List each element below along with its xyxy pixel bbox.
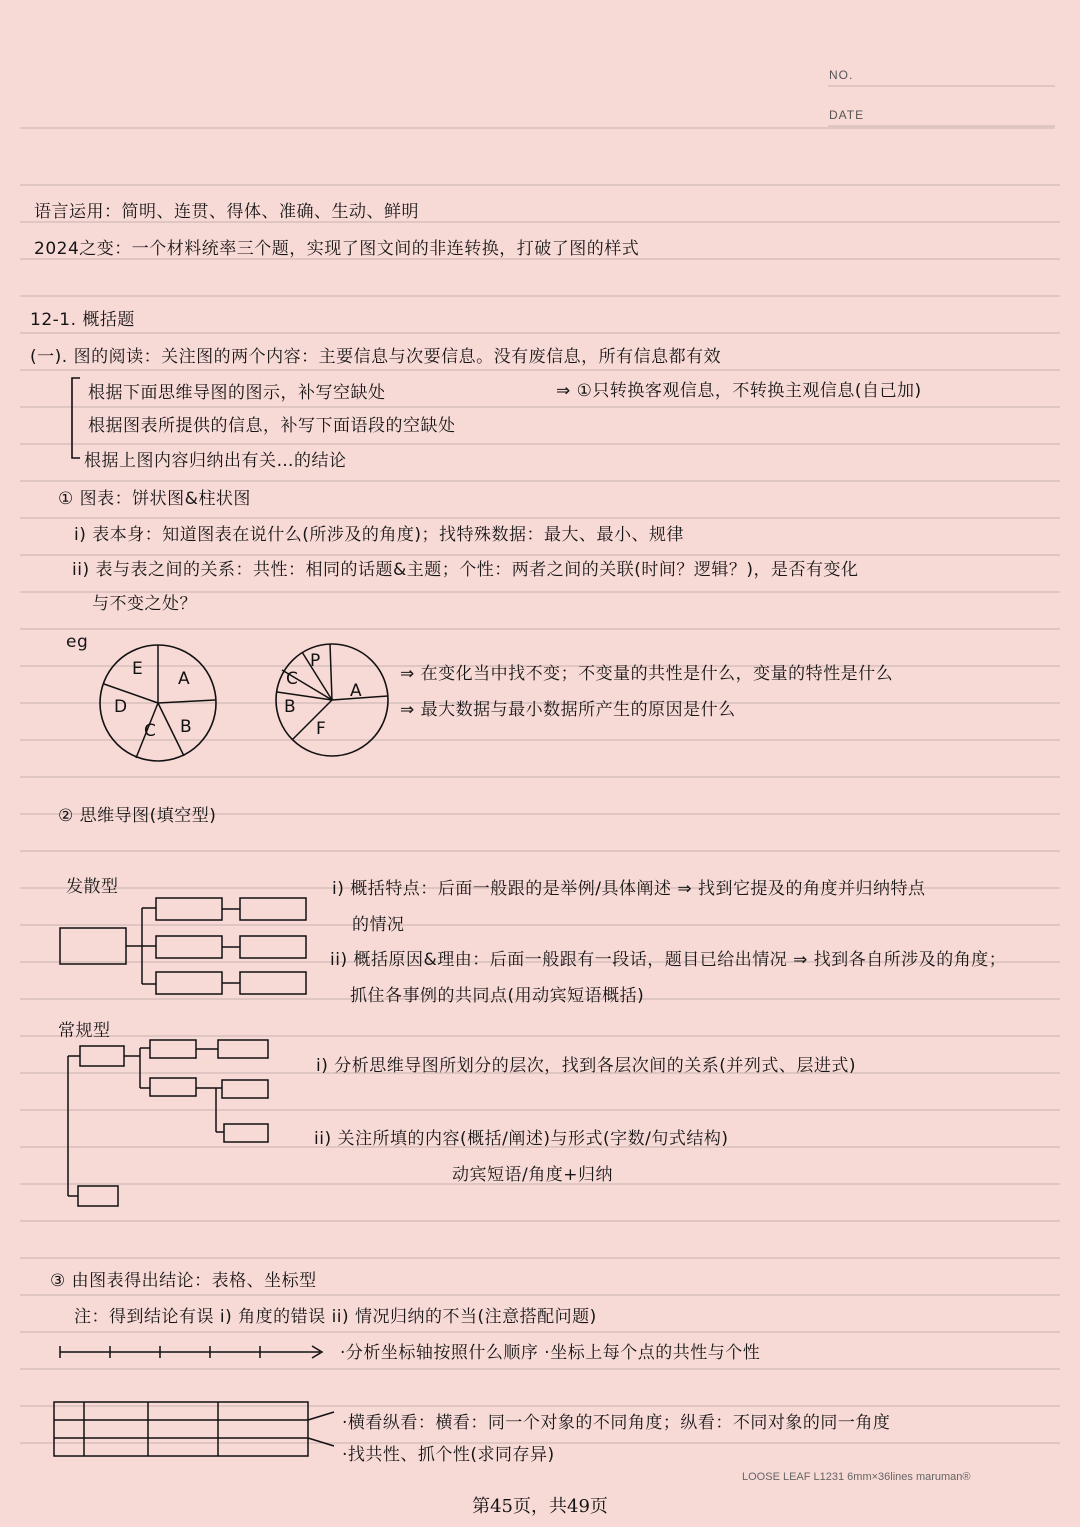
note-line-25: ·横看纵看：横看：同一个对象的不同角度；纵看：不同对象的同一角度 [342,1413,891,1433]
note-line-2: 2024之变：一个材料统率三个题，实现了图文间的非连转换，打破了图的样式 [34,239,640,259]
no-label: NO. [829,68,854,82]
note-line-11: 与不变之处？ [92,594,197,614]
note-line-19: i) 分析思维导图所划分的层次，找到各层次间的关系(并列式、层进式) [316,1056,857,1076]
pie-left-label-2: A [178,669,190,689]
table-sketch [50,1398,340,1462]
note-line-20: ii) 关注所填的内容(概括/阐述)与形式(字数/句式结构) [314,1129,729,1149]
pie-left-label-1: E [132,659,143,679]
note-line-5-right: ⇒ ①只转换客观信息，不转换主观信息(自己加) [556,381,922,401]
note-line-5: 根据下面思维导图的图示，补写空缺处 [88,383,386,403]
note-line-4: (一). 图的阅读：关注图的两个内容：主要信息与次要信息。没有废信息，所有信息都有效 [30,347,722,367]
pie-right-label-5: C [286,669,298,689]
section-heading: 12-1. 概括题 [30,310,135,330]
note-line-13: ⇒ 最大数据与最小数据所产生的原因是什么 [400,700,736,720]
note-line-22: ③ 由图表得出结论：表格、坐标型 [50,1271,317,1291]
pie-right-label-2: A [350,681,362,701]
note-line-17: ii) 概括原因&理由：后面一般跟有一段话，题目已给出情况 ⇒ 找到各自所涉及的角度； [330,950,1007,970]
pie-left-label-5: D [114,697,128,717]
note-line-18: 抓住各事例的共同点(用动宾短语概括) [350,986,645,1006]
diagram-label-conventional: 常规型 [58,1021,111,1041]
pie-sketch-right [272,640,397,760]
pie-left-label-4: C [144,721,156,741]
eg-label: eg [66,632,89,652]
pie-right-label-4: B [284,697,296,717]
note-line-24: ·分析坐标轴按照什么顺序 ·坐标上每个点的共性与个性 [340,1343,761,1363]
pie-right-label-3: F [316,719,326,739]
note-line-12: ⇒ 在变化当中找不变；不变量的共性是什么，变量的特性是什么 [400,664,894,684]
note-line-7: 根据上图内容归纳出有关…的结论 [84,451,347,471]
pie-sketch-left [96,640,226,765]
note-line-1: 语言运用：简明、连贯、得体、准确、生动、鲜明 [34,202,419,222]
note-line-16: 的情况 [352,915,405,935]
note-line-10: ii) 表与表之间的关系：共性：相同的话题&主题；个性：两者之间的关联(时间？逻辑？)，是否有变化 [72,560,859,580]
brand-footer: LOOSE LEAF L1231 6mm×36lines maruman® [742,1471,971,1483]
note-line-6: 根据图表所提供的信息，补写下面语段的空缺处 [88,416,456,436]
axis-sketch [56,1340,336,1364]
note-line-26: ·找共性、抓个性(求同存异) [342,1445,555,1465]
note-line-15: i) 概括特点：后面一般跟的是举例/具体阐述 ⇒ 找到它提及的角度并归纳特点 [332,879,926,899]
note-line-9: i) 表本身：知道图表在说什么(所涉及的角度)；找特殊数据：最大、最小、规律 [74,525,685,545]
note-line-23: 注：得到结论有误 i) 角度的错误 ii) 情况归纳的不当(注意搭配问题) [74,1307,597,1327]
date-label: DATE [829,108,865,122]
note-line-8: ① 图表：饼状图&柱状图 [58,489,251,509]
bracket-mark [66,374,86,464]
pie-left-label-3: B [180,717,192,737]
note-line-21: 动宾短语/角度+归纳 [452,1165,613,1185]
mindmap-divergent-sketch [54,890,314,1002]
note-line-14: ② 思维导图(填空型) [58,806,217,826]
mindmap-conventional-sketch [56,1036,286,1216]
pie-right-label-1: P [310,651,321,671]
diagram-label-divergent: 发散型 [66,877,119,897]
page-indicator: 第45页，共49页 [472,1496,608,1517]
